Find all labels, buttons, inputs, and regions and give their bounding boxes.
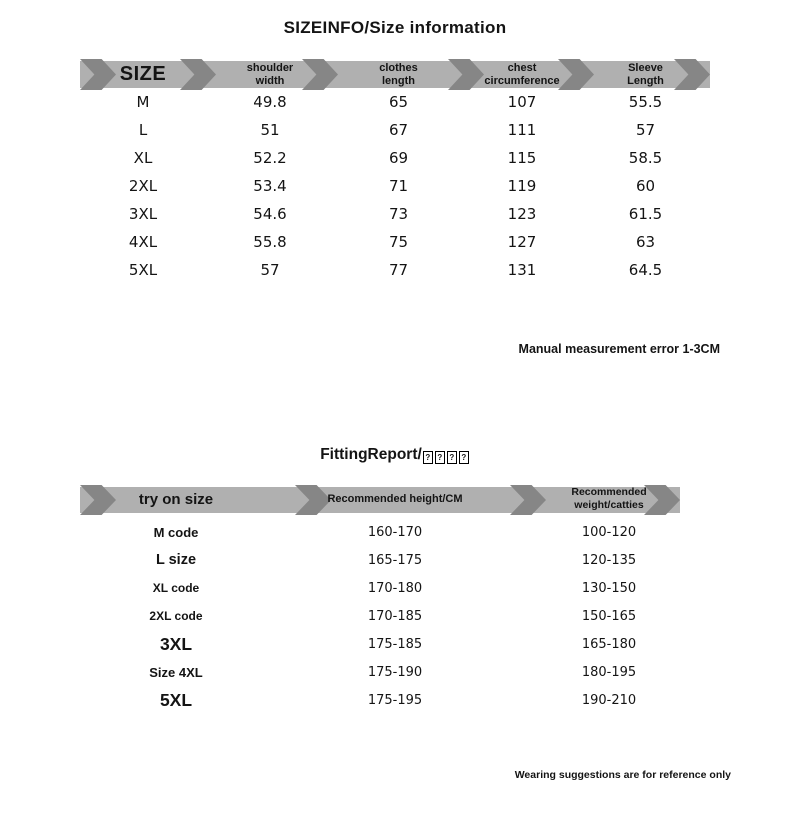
table-row: [80, 88, 710, 116]
size-label: L: [138, 121, 148, 139]
table-row: [80, 686, 700, 714]
shoulder-width-value: 49.8: [253, 93, 287, 111]
size-table: [80, 88, 710, 284]
try-on-size-label: XL code: [152, 581, 200, 595]
clothes-length-value: 75: [388, 233, 409, 251]
size-label: 4XL: [128, 233, 158, 251]
recommended-weight-value: 180-195: [581, 664, 637, 680]
sleeve-length-value: 64.5: [628, 261, 663, 279]
recommended-weight-value: 190-210: [581, 692, 637, 708]
fitting-table-header-row: [80, 484, 700, 514]
shoulder-width-value: 55.8: [253, 233, 287, 251]
header-line: width: [255, 74, 285, 87]
recommended-height-value: 160-170: [367, 524, 423, 540]
try-on-size-label: 3XL: [159, 633, 193, 654]
recommended-weight-value: 150-165: [581, 608, 637, 624]
measurement-error-note: Manual measurement error 1-3CM: [518, 342, 720, 356]
shoulder-width-value: 51: [260, 121, 280, 139]
fitting-table-header-ribbon: [80, 487, 680, 513]
clothes-length-value: 77: [388, 261, 409, 279]
chest-circumference-value: 131: [507, 261, 537, 279]
chest-circumference-value: 127: [507, 233, 537, 251]
table-row: [80, 518, 700, 546]
size-label: 5XL: [128, 261, 158, 279]
recommended-height-value: 170-180: [367, 580, 423, 596]
table-row: [80, 200, 710, 228]
size-table-header-ribbon: [80, 61, 710, 88]
size-label: 3XL: [128, 205, 158, 223]
table-row: [80, 116, 710, 144]
clothes-length-value: 69: [388, 149, 409, 167]
table-row: [80, 574, 700, 602]
recommended-height-value: 165-175: [367, 552, 423, 568]
size-label: 2XL: [128, 177, 158, 195]
column-header-size: SIZE: [119, 63, 167, 86]
fitting-report-title-text: FittingReport/: [320, 446, 422, 463]
chest-circumference-value: 107: [507, 93, 537, 111]
recommended-weight-value: 120-135: [581, 552, 637, 568]
size-table-header-row: [80, 61, 710, 88]
table-row: [80, 144, 710, 172]
table-row: [80, 602, 700, 630]
missing-glyph-icon: ? ? ? ?: [422, 446, 470, 463]
table-row: [80, 546, 700, 574]
try-on-size-label: 5XL: [159, 689, 193, 710]
header-line: shoulder: [246, 62, 294, 75]
fitting-table: [80, 518, 700, 714]
try-on-size-label: L size: [155, 552, 197, 568]
sleeve-length-value: 58.5: [628, 149, 663, 167]
header-line: Recommended: [571, 486, 647, 499]
header-line: clothes: [379, 62, 418, 75]
size-label: XL: [133, 149, 153, 167]
recommended-height-value: 175-185: [367, 636, 423, 652]
recommended-weight-value: 130-150: [581, 580, 637, 596]
chest-circumference-value: 111: [507, 121, 537, 139]
chest-circumference-value: 123: [507, 205, 537, 223]
shoulder-width-value: 53.4: [253, 177, 287, 195]
column-header-chest-circumference: [463, 62, 581, 87]
wearing-suggestion-note: Wearing suggestions are for reference only: [514, 769, 731, 781]
header-line: circumference: [484, 74, 560, 87]
header-line: Length: [627, 74, 664, 87]
try-on-size-label: M code: [153, 524, 199, 540]
table-row: [80, 172, 710, 200]
shoulder-width-value: 52.2: [253, 149, 287, 167]
try-on-size-label: Size 4XL: [149, 664, 203, 680]
column-header-recommended-height: Recommended height/CM: [327, 493, 463, 505]
header-line: length: [382, 74, 415, 87]
try-on-size-label: 2XL code: [149, 609, 203, 623]
header-line: chest: [507, 62, 537, 75]
sleeve-length-value: 63: [635, 233, 656, 251]
header-line: Sleeve: [628, 62, 663, 75]
column-header-shoulder-width: [206, 62, 334, 87]
table-row: [80, 228, 710, 256]
chest-circumference-value: 115: [507, 149, 537, 167]
size-label: M: [136, 93, 150, 111]
sleeve-length-value: 61.5: [628, 205, 663, 223]
size-info-title: SIZEINFO/Size information: [283, 18, 507, 37]
column-header-sleeve-length: [581, 62, 710, 87]
column-header-try-on-size: try on size: [138, 490, 214, 508]
column-header-clothes-length: [334, 62, 463, 87]
sleeve-length-value: 55.5: [628, 93, 663, 111]
chest-circumference-value: 119: [507, 177, 537, 195]
clothes-length-value: 65: [388, 93, 409, 111]
column-header-recommended-weight: [518, 486, 700, 511]
table-row: [80, 256, 710, 284]
sleeve-length-value: 57: [635, 121, 656, 139]
recommended-height-value: 170-185: [367, 608, 423, 624]
clothes-length-value: 73: [388, 205, 409, 223]
header-line: weight/catties: [574, 499, 644, 511]
recommended-weight-value: 165-180: [581, 636, 637, 652]
clothes-length-value: 67: [388, 121, 409, 139]
table-row: [80, 658, 700, 686]
fitting-report-title: [0, 446, 790, 464]
table-row: [80, 630, 700, 658]
recommended-height-value: 175-195: [367, 692, 423, 708]
shoulder-width-value: 54.6: [253, 205, 287, 223]
recommended-height-value: 175-190: [367, 664, 423, 680]
sleeve-length-value: 60: [635, 177, 656, 195]
recommended-weight-value: 100-120: [581, 524, 637, 540]
shoulder-width-value: 57: [260, 261, 280, 279]
clothes-length-value: 71: [388, 177, 409, 195]
